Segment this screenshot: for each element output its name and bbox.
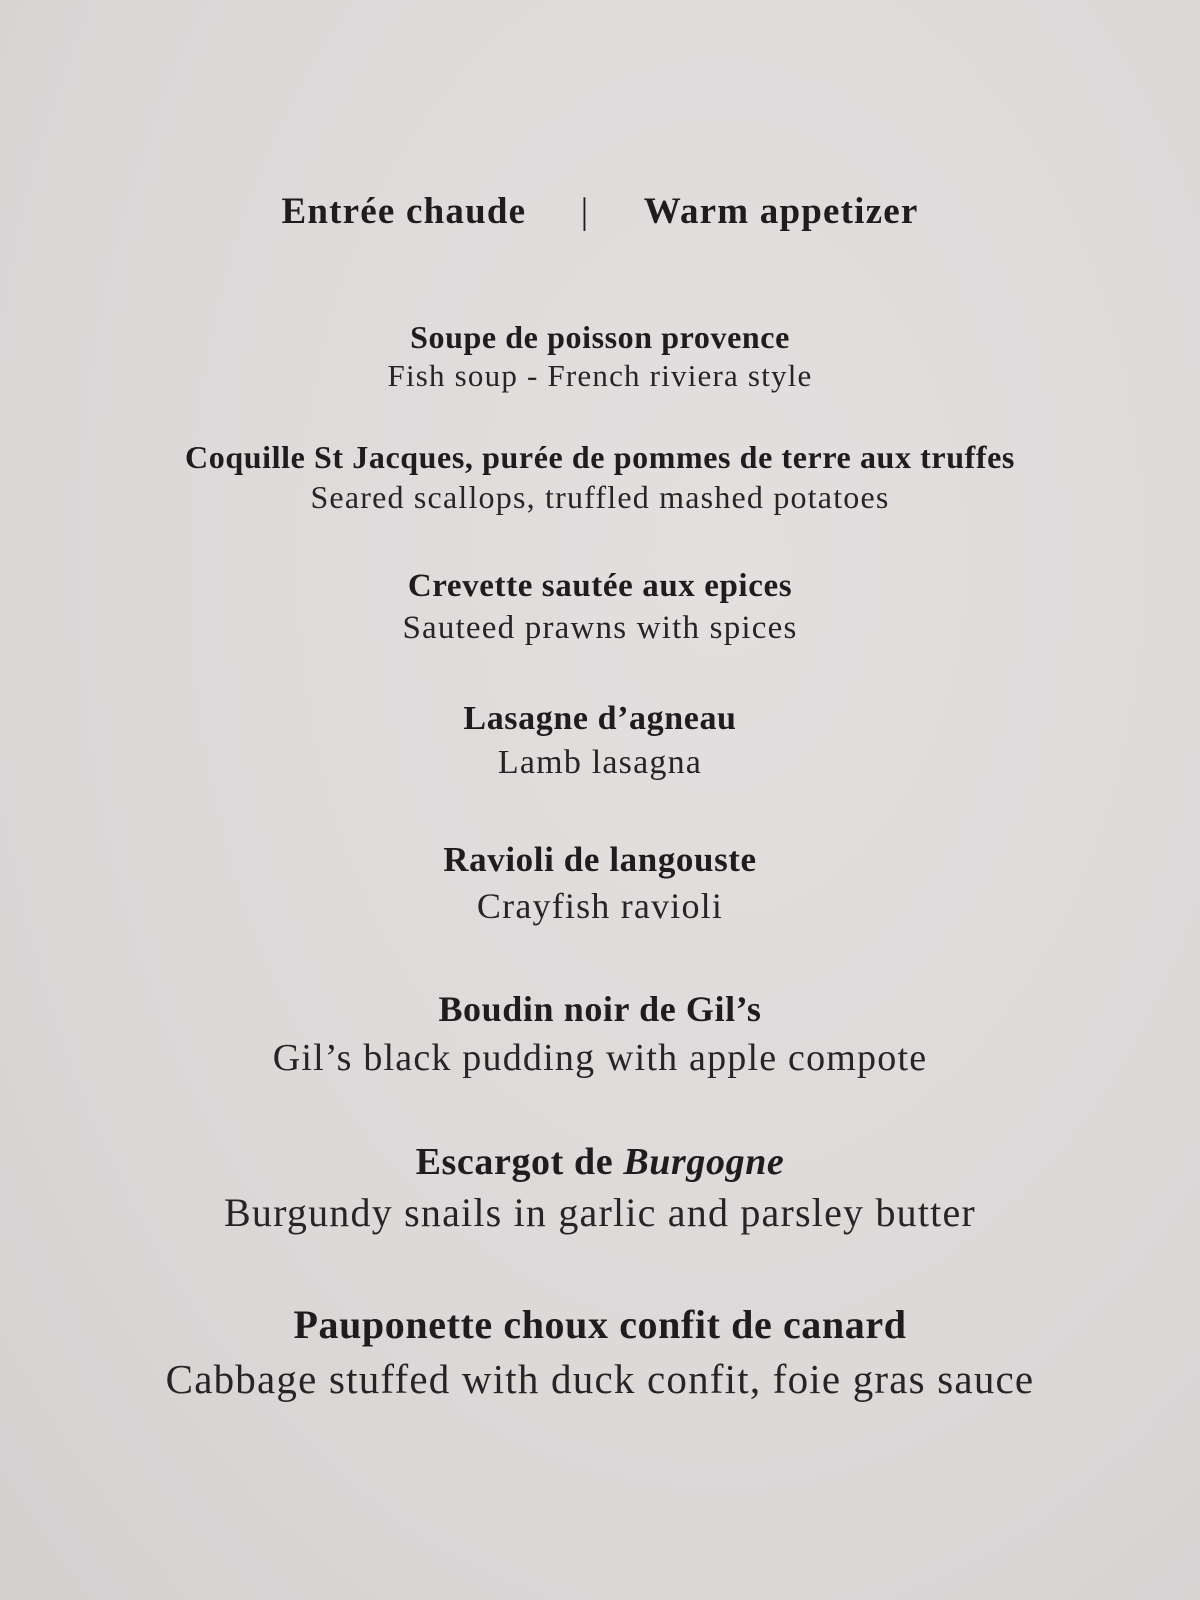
- dish-name-french: Pauponette choux confit de canard: [293, 1302, 907, 1347]
- dish-name-french-italic: Burgogne: [623, 1141, 785, 1183]
- dish-name-french: Crevette sautée aux epices: [407, 568, 793, 604]
- dish-item: [0, 838, 1200, 930]
- dish-item: [0, 318, 1200, 396]
- dish-item: [0, 1138, 1200, 1240]
- dish-name-english: Cabbage stuffed with duck confit, foie gras sauce: [165, 1356, 1035, 1402]
- section-title-separator: |: [580, 191, 590, 232]
- dish-item: [0, 986, 1200, 1084]
- dish-item: [0, 566, 1200, 650]
- dish-name-french: Lasagne d’agneau: [463, 700, 737, 737]
- dish-name-english: Sauteed prawns with spices: [402, 610, 798, 646]
- dish-name-english: Crayfish ravioli: [476, 886, 724, 926]
- section-title-french: Entrée chaude: [281, 191, 527, 232]
- dish-item: [0, 698, 1200, 786]
- section-header: [0, 190, 1200, 233]
- dish-item: [0, 438, 1200, 518]
- dish-name-french: Ravioli de langouste: [443, 840, 757, 879]
- dish-name-french: Boudin noir de Gil’s: [438, 989, 762, 1029]
- dish-name-english: Seared scallops, truffled mashed potatoes: [310, 479, 890, 515]
- dish-name-french: [0, 1138, 1200, 1186]
- dish-item: [0, 1300, 1200, 1408]
- dish-name-english: Lamb lasagna: [497, 744, 703, 781]
- dish-name-english: Fish soup - French riviera style: [387, 358, 813, 393]
- dish-name-english: Gil’s black pudding with apple compote: [272, 1037, 928, 1079]
- dish-name-french: Soupe de poisson provence: [410, 319, 790, 355]
- dish-name-english: Burgundy snails in garlic and parsley butter: [224, 1190, 976, 1235]
- dish-name-french-prefix: Escargot de: [415, 1141, 614, 1183]
- dish-name-french: Coquille St Jacques, purée de pommes de terre aux truffes: [185, 439, 1015, 475]
- section-title-english: Warm appetizer: [643, 191, 919, 232]
